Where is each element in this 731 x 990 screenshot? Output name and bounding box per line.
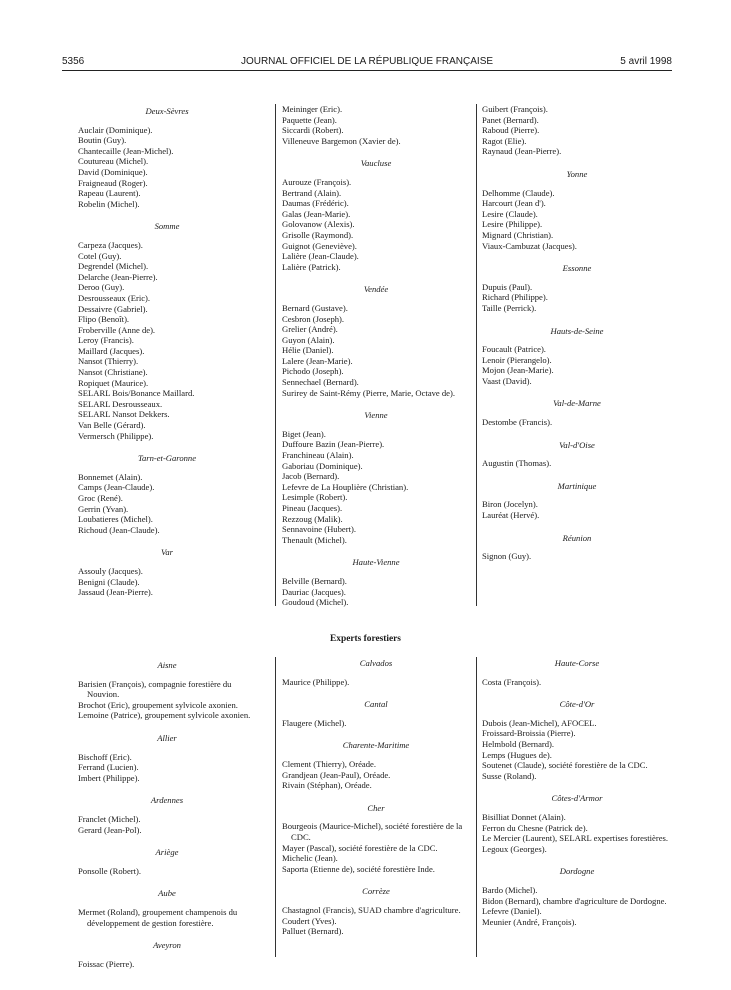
list-item: Cesbron (Joseph).: [282, 313, 345, 324]
list-item: Coudert (Yves).: [282, 915, 337, 926]
department-title: Aube: [158, 888, 176, 899]
list-item: Lefevre de La Houplière (Christian).: [282, 481, 409, 492]
list-item: Raynaud (Jean-Pierre).: [482, 146, 562, 157]
list-item: Panet (Bernard).: [482, 114, 539, 125]
list-item: Galas (Jean-Marie).: [282, 208, 351, 219]
department-section: [482, 699, 672, 781]
department-section: [282, 886, 470, 936]
list-item: Ponsolle (Robert).: [78, 865, 142, 876]
list-item: Vermersch (Philippe).: [78, 430, 154, 441]
department-title: Val-de-Marne: [553, 398, 601, 409]
list-item: Grelier (André).: [282, 324, 338, 335]
department-section: [78, 221, 256, 441]
list-item: Villeneuve Bargemon (Xavier de).: [282, 135, 401, 146]
list-item: Loubatieres (Michel).: [78, 514, 153, 525]
department-section: [78, 547, 256, 597]
list-item: Guignot (Geneviève).: [282, 240, 357, 251]
list-item: Vaast (David).: [482, 375, 532, 386]
list-item: Pichodo (Joseph).: [282, 366, 344, 377]
list-item: Helmbold (Bernard).: [482, 738, 555, 749]
list-item: Lauréat (Hervé).: [482, 510, 540, 521]
column-divider: [275, 657, 276, 957]
list-item: Grandjean (Jean-Paul), Oréade.: [282, 769, 391, 780]
column: [482, 104, 672, 562]
list-item: Groc (René).: [78, 493, 123, 503]
department-section: [282, 410, 470, 545]
department-title: Tarn-et-Garonne: [137, 453, 197, 464]
list-item: Lemps (Hugues de).: [482, 749, 552, 760]
list-item: Paquette (Jean).: [282, 114, 337, 125]
list-item: Costa (François).: [482, 676, 542, 687]
list-item: Grisolle (Raymond).: [282, 229, 354, 240]
list-item: Bernard (Gustave).: [282, 302, 348, 313]
list-item: Rezzoug (Malik).: [282, 513, 343, 524]
issue-date: 5 avril 1998: [620, 56, 672, 67]
list-item: Dupuis (Paul).: [482, 281, 533, 292]
list-item: Viaux-Cambuzat (Jacques).: [482, 240, 577, 251]
list-item: Imbert (Philippe).: [78, 772, 140, 783]
list-item: Clement (Thierry), Oréade.: [282, 758, 377, 769]
department-title: Vaucluse: [360, 158, 392, 169]
list-item: Leroy (Francis).: [78, 335, 134, 346]
department-section: [482, 658, 672, 687]
department-title: Vienne: [364, 410, 388, 421]
list-item: Taille (Perrick).: [482, 302, 537, 313]
list-item: Ropiquet (Maurice).: [78, 377, 149, 388]
list-item: Hélie (Daniel).: [282, 345, 334, 356]
header-rule: [62, 70, 672, 71]
department-title: Aveyron: [153, 940, 181, 951]
list-item: Surirey de Saint-Rémy (Pierre, Marie, Octave de).: [282, 387, 456, 398]
section-heading: Experts forestiers: [330, 634, 401, 644]
list-item: Jacob (Bernard).: [282, 471, 340, 482]
page-number: 5356: [62, 56, 85, 67]
list-item: Foissac (Pierre).: [78, 958, 135, 969]
department-title: Yonne: [566, 168, 588, 179]
department-section: [282, 740, 470, 790]
list-item: Sennavoine (Hubert).: [282, 524, 356, 535]
list-item: Bidon (Bernard), chambre d'agriculture de Dordogne.: [482, 895, 667, 906]
department-section: [282, 699, 470, 728]
department-title: Somme: [154, 221, 180, 232]
department-section: [482, 793, 672, 854]
list-item: Biget (Jean).: [282, 428, 326, 439]
list-item: Bisilliat Donnet (Alain).: [482, 811, 566, 822]
department-section: [482, 326, 672, 387]
list-item: Ferrand (Lucien).: [78, 762, 139, 773]
department-title: Charente-Maritime: [342, 740, 410, 751]
list-item: SELARL Bois/Bonance Maillard.: [78, 388, 195, 399]
list-item: Daumas (Frédéric).: [282, 198, 349, 209]
list-item: Bonnemet (Alain).: [78, 471, 143, 482]
list-item: Sennechael (Bernard).: [282, 377, 359, 388]
department-section: [282, 803, 470, 875]
list-item: Auclair (Dominique).: [78, 124, 153, 135]
column-divider: [476, 104, 477, 606]
column-divider: [476, 657, 477, 957]
department-section: [282, 557, 470, 607]
list-item: Belville (Bernard).: [282, 575, 347, 586]
list-item: Cotel (Guy).: [78, 250, 122, 261]
list-item: Barisien (François), compagnie forestière du Nouvion.: [78, 678, 232, 700]
department-title: Vendée: [363, 284, 389, 295]
list-item: Harcourt (Jean d').: [482, 198, 546, 209]
department-title: Essonne: [562, 263, 592, 274]
list-item: Van Belle (Gérard).: [78, 420, 146, 431]
list-item: Dubois (Jean-Michel), AFOCEL.: [482, 717, 597, 728]
list-item: Rivain (Stéphan), Oréade.: [282, 780, 372, 791]
list-item: Chantecaille (Jean-Michel).: [78, 145, 174, 156]
list-item: Bardo (Michel).: [482, 884, 538, 895]
list-item: Lalière (Jean-Claude).: [282, 251, 359, 262]
list-item: Ferron du Chesne (Patrick de).: [482, 822, 588, 833]
department-section: [282, 284, 470, 398]
list-item: Signon (Guy).: [482, 551, 532, 562]
department-section: [78, 106, 256, 209]
department-section: [282, 658, 470, 687]
list-item: Lalere (Jean-Marie).: [282, 355, 353, 366]
list-item: Dauriac (Jacques).: [282, 586, 346, 597]
department-title: Deux-Sèvres: [145, 106, 189, 116]
list-item: Jassaud (Jean-Pierre).: [78, 587, 153, 598]
list-item: Froissard-Broissia (Pierre).: [482, 728, 576, 739]
list-item: Chastagnol (Francis), SUAD chambre d'agriculture.: [282, 904, 461, 915]
department-title: Côtes-d'Armor: [551, 793, 603, 804]
list-item: Camps (Jean-Claude).: [78, 482, 155, 493]
list-item: Boutin (Guy).: [78, 135, 127, 146]
list-item: SELARL Nansot Dekkers.: [78, 409, 170, 420]
department-section: [482, 169, 672, 251]
department-title: Val-d'Oise: [559, 439, 595, 450]
list-item: Nansot (Thierry).: [78, 356, 139, 367]
list-item: Maillard (Jacques).: [78, 345, 145, 356]
list-item: David (Dominique).: [78, 166, 148, 177]
department-section: [78, 660, 256, 721]
list-item: Guyon (Alain).: [282, 334, 335, 345]
department-title: Martinique: [557, 480, 597, 491]
list-item: Palluet (Bernard).: [282, 926, 344, 937]
column: [282, 658, 470, 937]
list-item: Gerard (Jean-Pol).: [78, 824, 142, 835]
department-title: Cher: [367, 802, 385, 813]
department-title: Ardennes: [150, 795, 184, 806]
department-title: Aisne: [157, 660, 177, 670]
list-item: Meunier (André, François).: [482, 916, 577, 927]
list-item: Guibert (François).: [482, 104, 548, 114]
department-title: Côte-d'Or: [559, 699, 595, 710]
list-item: Lefevre (Daniel).: [482, 906, 542, 917]
list-item: Mojon (Jean-Marie).: [482, 365, 554, 376]
department-title: Réunion: [562, 532, 592, 543]
list-item: Deroo (Guy).: [78, 282, 125, 293]
list-item: Le Mercier (Laurent), SELARL expertises forestières.: [482, 833, 669, 844]
list-item: Coutureau (Michel).: [78, 156, 149, 167]
list-item: Richoud (Jean-Claude).: [78, 524, 160, 535]
list-item: Aurouze (François).: [282, 176, 352, 187]
list-item: Mermet (Roland), groupement champenois du développement de gestion forestière.: [78, 906, 238, 928]
list-item: Michelic (Jean).: [282, 853, 338, 864]
department-title: Hauts-de-Seine: [550, 325, 604, 336]
department-section: [78, 888, 256, 928]
list-item: Bertrand (Alain).: [282, 187, 342, 198]
list-item: Fraigneaud (Roger).: [78, 177, 148, 188]
list-item: Gaboriau (Dominique).: [282, 460, 363, 471]
journal-title: JOURNAL OFFICIEL DE LA RÉPUBLIQUE FRANÇAISE: [240, 56, 494, 67]
department-title: Calvados: [359, 658, 393, 668]
list-item: Mayer (Pascal), société forestière de la CDC.: [282, 842, 438, 853]
department-title: Corrèze: [362, 886, 390, 897]
list-item: Assouly (Jacques).: [78, 565, 143, 576]
department-section: [482, 263, 672, 313]
list-item: Delarche (Jean-Pierre).: [78, 271, 158, 282]
department-section: [482, 104, 672, 157]
list-item: Raboud (Pierre).: [482, 125, 540, 136]
list-item: Lesimple (Robert).: [282, 492, 348, 503]
department-section: [78, 847, 256, 876]
department-section: [482, 866, 672, 927]
department-section: [78, 940, 256, 969]
list-item: Desrousseaux (Eric).: [78, 292, 151, 303]
list-item: Flaugere (Michel).: [282, 717, 347, 728]
list-item: Augustin (Thomas).: [482, 458, 552, 469]
column: [282, 104, 470, 608]
list-item: Mignard (Christian).: [482, 229, 554, 240]
list-item: Richard (Philippe).: [482, 292, 548, 303]
list-item: Rapeau (Laurent).: [78, 188, 141, 199]
column-divider: [275, 104, 276, 606]
list-item: Degrendel (Michel).: [78, 261, 149, 272]
department-title: Cantal: [364, 699, 388, 710]
list-item: Soutenet (Claude), société forestière de la CDC.: [482, 760, 648, 771]
department-section: [482, 440, 672, 469]
list-item: Legoux (Georges).: [482, 843, 547, 854]
list-item: Flipo (Benoît).: [78, 314, 130, 325]
list-item: Dessaivre (Gabriel).: [78, 303, 148, 314]
list-item: Foucault (Patrice).: [482, 344, 546, 355]
list-item: Lesire (Claude).: [482, 208, 538, 219]
department-title: Var: [161, 547, 173, 558]
list-item: Susse (Roland).: [482, 770, 537, 781]
list-item: Thenault (Michel).: [282, 534, 347, 545]
list-item: Franclet (Michel).: [78, 813, 141, 824]
list-item: Lemoine (Patrice), groupement sylvicole axonien.: [78, 710, 251, 721]
department-section: [78, 795, 256, 835]
department-section: [78, 453, 256, 535]
list-item: Duffoure Bazin (Jean-Pierre).: [282, 439, 385, 450]
department-section: [482, 398, 672, 427]
list-item: Maurice (Philippe).: [282, 676, 350, 687]
list-item: Siccardi (Robert).: [282, 125, 344, 136]
list-item: Lesire (Philippe).: [482, 219, 543, 230]
department-title: Haute-Corse: [554, 658, 600, 668]
column: [78, 660, 256, 969]
list-item: Goudoud (Michel).: [282, 597, 349, 608]
list-item: Robelin (Michel).: [78, 198, 140, 209]
list-item: Benigni (Claude).: [78, 576, 140, 587]
column: [482, 658, 672, 927]
department-title: Allier: [157, 732, 177, 743]
column: [78, 106, 256, 598]
department-title: Dordogne: [559, 866, 595, 877]
list-item: SELARL Desrousseaux.: [78, 398, 163, 409]
list-item: Lenoir (Pierangelo).: [482, 354, 552, 365]
department-section: [482, 533, 672, 562]
list-item: Carpeza (Jacques).: [78, 239, 143, 250]
list-item: Bourgeois (Maurice-Michel), société forestière de la CDC.: [282, 821, 463, 842]
list-item: Franchineau (Alain).: [282, 450, 354, 461]
department-section: [482, 481, 672, 521]
list-item: Nansot (Christiane).: [78, 367, 148, 378]
department-section: [78, 733, 256, 783]
list-item: Biron (Jocelyn).: [482, 499, 538, 510]
list-item: Saporta (Etienne de), société forestière Inde.: [282, 863, 435, 874]
list-item: Ragot (Elie).: [482, 135, 527, 146]
list-item: Froberville (Anne de).: [78, 324, 156, 335]
department-section: [282, 158, 470, 272]
list-item: Destombe (Francis).: [482, 417, 553, 428]
list-item: Pineau (Jacques).: [282, 503, 343, 513]
list-item: Meininger (Eric).: [282, 104, 343, 114]
department-title: Ariège: [155, 847, 179, 858]
list-item: Bischoff (Eric).: [78, 751, 132, 762]
list-item: Lalière (Patrick).: [282, 261, 341, 272]
department-title: Haute-Vienne: [352, 557, 400, 568]
list-item: Delhomme (Claude).: [482, 187, 555, 198]
department-section: [282, 104, 470, 146]
list-item: Golovanow (Alexis).: [282, 219, 355, 230]
list-item: Gerrin (Yvan).: [78, 503, 129, 514]
list-item: Brochot (Eric), groupement sylvicole axonien.: [78, 699, 238, 710]
